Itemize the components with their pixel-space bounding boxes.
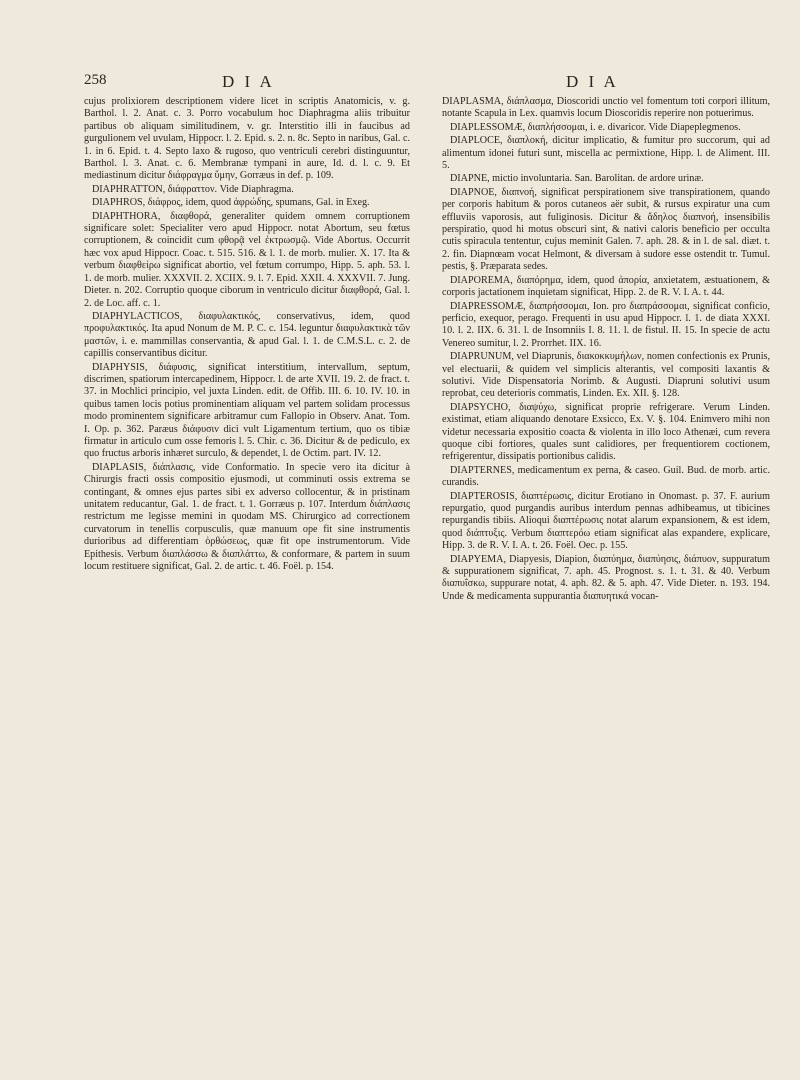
entry-paragraph: DIAPRUNUM, vel Diaprunis, διακοκκυμήλων, nomen confectionis ex Prunis, vel electuarii, & quidem vel simplicis alterantis, vel compositi laxantis & solutivi. Vide Dispensatoria Norimb. & Augusti. Diapruni solutivi usum reprobat, ceu deterioris commatis, Linden. Ex. XII. §. 128.	[442, 351, 770, 400]
right-column	[442, 96, 770, 1056]
entry-paragraph: DIAPOREMA, διαπόρημα, idem, quod ἀπορία, anxietatem, æstuationem, & corporis jactationem inquietam significat, Hipp. 2. de R. V. I. A. t. 44.	[442, 274, 770, 299]
entry-paragraph: DIAPHYSIS, διάφυσις, significat interstitium, intervallum, septum, discrimen, spatiorum intercapedinem, Hippocr. l. de arte XVII. 19. 2. de fract. t. 37. in Mochlici principio, vel juxta Linden. edit. de Offib. III. 6. 10. IV. 10. in quibus tamen locis potius prominentiam aliquam vel partem solidam processus modo prominentem significare arbitramur cum Fallopio in Observ. Anat. Tom. I. Op. p. 362. Paræus διάφυσιν dici vult Ligamentum tertium, quo os tibiæ firmatur in articulo cum osse femoris l. 5. Chir. c. 36. Dicitur & de pediculo, ex quo fructus arboris inhæret surculo, & dependet, l. de Octim. part. IV. 12.	[84, 361, 410, 460]
running-head-left: D I A	[222, 72, 275, 91]
entry-paragraph: DIAPHROS, διάφρος, idem, quod ἀφρώδης, spumans, Gal. in Exeg.	[92, 197, 370, 209]
entry-paragraph: DIAPSYCHO, διαψύχω, significat proprie refrigerare. Verum Linden. existimat, etiam aliquando denotare Exsicco, Ex. V. §. 104. Enimvero mihi non videtur necessaria expositio coacta & violenta in illo loco Athenæi, cum revera quoque cibi fortiores, quales sunt calidiores, per frequentiorem coctionem, refrigerentur, dissipatis portionibus calidis.	[442, 401, 770, 463]
entry-paragraph: DIAPHYLACTICOS, διαφυλακτικός, conservativus, idem, quod προφυλακτικός. Ita apud Nonum de M. P. C. c. 154. leguntur διαφυλακτικὰ τῶν μαστῶν, i. e. mammillas conservantia, & apud Gal. l. 1. de C.M.S.L. c. 2. de capillis conservantibus dicitur.	[84, 310, 410, 360]
running-head-right: D I A	[566, 72, 619, 91]
entry-paragraph: DIAPLESSOMÆ, διαπλήσσομαι, i. e. divaricor. Vide Diapeplegmenos.	[450, 121, 741, 133]
entry-paragraph: DIAPNOE, διαπνοή, significat perspirationem sive transpirationem, quando per corporis habitum & poros cutaneos aër subit, & rursus expiratur una cum effluviis vaporosis, aut fuliginosis. Dicitur & ἄδηλος διαπνοή, insensibilis perspiratio, quod hi motus obscuri sint, & nativi caloris beneficio per occulta cutis spiracula tententur, cujus meminit Galen. 7. aph. 28. & in l. de sal. diæt. t. 2. fin. Diapnœam vocat Helmont, & diversam à sudore esse ostendit tr. Tumul. pestis, §. Præparata sedes.	[442, 186, 770, 273]
entry-paragraph: cujus prolixiorem descriptionem videre licet in scriptis Anatomicis, v. g. Barthol. l. 2. Anat. c. 3. Porro vocabulum hoc Diaphragma aliis tribuitur partibus ob aliquam similitudinem, v. gr. Interstitio illi in faucibus ad gurgulionem vel uvulam, Hippocr. l. 2. Epid. s. 2. n. 8c. Septo in naribus, Gal. c. 1. in 6. Epid. t. 4. Septo laxo & rugoso, quo ventriculi cerebri distinguuntur, Barthol. l. 3. Anat. c. 6. Membranæ tympani in aure, Id. d. l. c. 9. Et mediastinum dicitur διάφραγμα ὕμην, Gorræus in def. p. 109.	[84, 96, 410, 182]
entry-paragraph: DIAPHRATTON, διάφραττον. Vide Diaphragma.	[92, 183, 294, 195]
entry-paragraph: DIAPRESSOMÆ, διαπρήσσομαι, Ion. pro διαπράσσομαι, significat conficio, perficio, exequor, perago. Frequenti in usu apud Hippocr. l. 1. de diata XXXI. 10. l. 2. IIX. 6. 31. l. de Insomniis I. 8. 11. l. de fistul. II. 15. In specie de actu Venereo sumitur, l. 2. Prorrhet. IIX. 16.	[442, 300, 770, 349]
page-number: 258	[84, 72, 107, 88]
entry-paragraph: DIAPNE, mictio involuntaria. San. Barolitan. de ardore urinæ.	[450, 173, 704, 185]
entry-paragraph: DIAPTERNES, medicamentum ex perna, & caseo. Guil. Bud. de morb. artic. curandis.	[442, 464, 770, 489]
entry-paragraph: DIAPHTHORA, διαφθορά, generaliter quidem omnem corruptionem significare solet: Specialiter vero apud Hippocr. notat Abortum, seu fœtus corruptionem, & coincidit cum φθορᾷ vel ἐκτρωσμῷ. Vide Abortus. Occurrit hæc vox apud Hippocr. Coac. t. 515. 516. & l. 1. de morb. mulier. X. 17. Ita & verbum διαφθείρω significat abortio, vel fœtum corrumpo, Hipp. 5. aph. 53. l. 1. de morb. mulier. XXXVII. 2. XCIIX. 9. l. 7. Epid. XXII. 4. XXXVII. 7. Jung. Dieter. n. 202. Corruptio quoque ciborum in ventriculo dicitur διαφθορά, Gal. l. 2. de Loc. aff. c. 1.	[84, 210, 410, 309]
entry-paragraph: DIAPLASMA, διάπλασμα, Dioscoridi unctio vel fomentum toti corpori illitum, notante Scapula in Lex. quamvis locum Dioscoridis reperire non potuerimus.	[442, 96, 770, 120]
left-column	[84, 96, 410, 1056]
entry-paragraph: DIAPYEMA, Diapyesis, Diapion, διαπύημα, διαπύησις, διάπυον, suppuratum & suppurationem significat, 7. aph. 45. Prognost. s. 1. t. 31. & 40. Verbum διαπυΐσκω, suppurare notat, 4. aph. 82. & 5. aph. 47. Vide Dieter. n. 193. 194. Unde & medicamenta suppurantia διαπυητικά vocan-	[442, 553, 770, 602]
entry-paragraph: DIAPLASIS, διάπλασις, vide Conformatio. In specie vero ita dicitur à Chirurgis fracti ossis compositio ejusmodi, ut comminuti ossis extrema se contingant, & omnes ejus partes sibi ex adverso collocentur, & in pristinam unitatem reducantur, Gal. 1. de fract. t. 1. Gorræus p. 107. Interdum διάπλασις restrictum me legisse memini in quodam MS. Chirurgico ad correctionem curvatorum in tenellis corpusculis, quæ manuum ope fit sine instrumentis durioribus ad differentiam ὀρθώσεως, quæ fit ope instrumentorum. Vide Epithesis. Verbum διαπλάσσω & διαπλάττω, & conformare, & partem in suum locum restituere significat, Gal. 2. de artic. t. 46. Foël. p. 154.	[84, 461, 410, 573]
entry-paragraph: DIAPTEROSIS, διαπτέρωσις, dicitur Erotiano in Onomast. p. 37. F. aurium repurgatio, quod purgandis auribus interdum pennas adhibeamus, ut tibicines repurgandis tibiis. Alioqui διαπτέρωσις notat alarum expansionem, & est idem, quod διάπτυξις. Verbum διαπτερόω etiam significat alas expandere, explicare, Hipp. 3. de R. V. I. A. t. 26. Foël. Oec. p. 155.	[442, 490, 770, 552]
entry-paragraph: DIAPLOCE, διαπλοκή, dicitur implicatio, & fumitur pro succorum, qui ad alimentum idonei futuri sunt, miscella ac permixtione, Hipp. l. de Aliment. III. 5.	[442, 135, 770, 172]
page-header	[0, 72, 800, 92]
